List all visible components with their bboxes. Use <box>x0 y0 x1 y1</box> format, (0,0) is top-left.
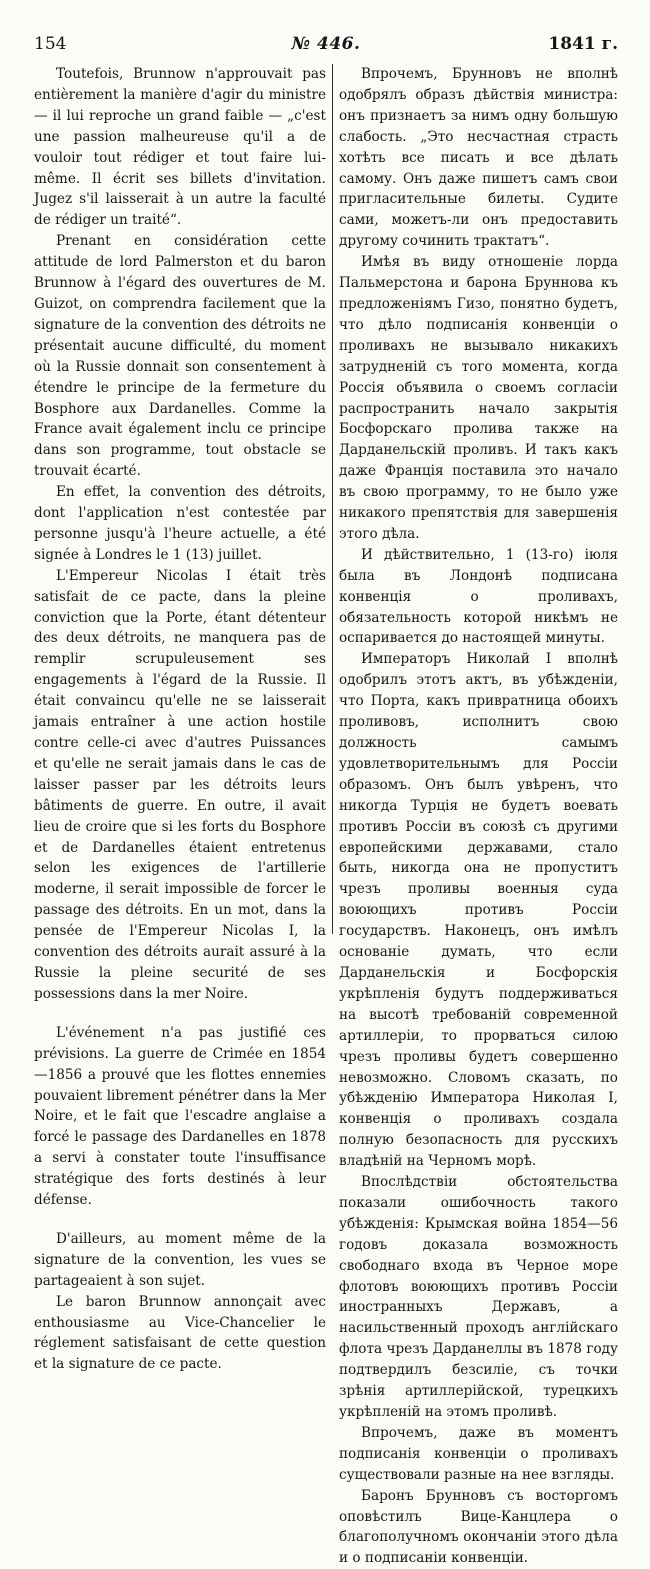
russian-paragraph: Впрочемъ, даже въ моментъ подписанія конвенціи о проливахъ существовали разные на нее взгляды. <box>339 1424 618 1483</box>
french-paragraph: D'ailleurs, au moment même de la signature de la convention, les vues se partageaient à son sujet. <box>34 1230 326 1289</box>
russian-paragraph: Имѣя въ виду отношеніе лорда Пальмерстона и барона Бруннова къ предложеніямъ Гизо, понятно будетъ, что дѣло подписанія конвенціи о проливахъ не вызывало никакихъ затрудненій съ того момента, когда Россія объявила о своемъ согласіи распространить начало закрытія Босфорскаго пролива также на Дарданельскій проливъ. И такъ какъ даже Франція поставила это начало въ свою программу, то не было уже никакого препятствія для завершенія этого дѣла. <box>339 254 618 542</box>
french-column <box>34 64 326 1373</box>
french-paragraph: L'événement n'a pas justifié ces prévisions. La guerre de Crimée en 1854—1856 a prouvé que les flottes ennemies pouvaient librement pénétrer dans la Mer Noire, et le fait que l'escadre anglaise a forcé le passage des Dardanelles en 1878 a servi à constater toute l'insuffisance stratégique des forts destinés à leur défense. <box>34 1024 326 1209</box>
french-paragraph: Toutefois, Brunnow n'approuvait pas entièrement la manière d'agir du ministre — il lui reproche un grand faible — „c'est une passion malheureuse qu'il a de vouloir tout rédiger et tout faire lui-même. Il écrit ses billets d'invitation. Jugez s'il laisserait à un autre la faculté de rédiger un traité“. <box>34 66 326 229</box>
french-paragraph: Prenant en considération cette attitude de lord Palmerston et du baron Brunnow à l'égard des ouvertures de M. Guizot, on comprendra facilement que la signature de la convention des détroits ne présentait aucune difficulté, du moment où la Russie donnait son consentement à étendre le principe de la fermeture du Bosphore aux Dardanelles. Comme la France avait également inclu ce principe dans son programme, tout obstacle se trouvait écarté. <box>34 233 326 480</box>
page-header <box>34 34 618 60</box>
page-number: 154 <box>34 34 67 54</box>
french-paragraph: En effet, la convention des détroits, dont l'application n'est contestée par personne jusqu'à l'heure actuelle, a été signée à Londres le 1 (13) juillet. <box>34 484 326 563</box>
russian-paragraph: Императоръ Николай I вполнѣ одобрилъ этотъ актъ, въ убѣжденіи, что Порта, какъ привратница обоихъ проливовъ, исполнитъ свою должность самымъ удовлетворительнымъ для Россіи образомъ. Онъ былъ увѣренъ, что никогда Турція не будетъ воевать противъ Россіи въ союзѣ съ другими европейскими державами, стало быть, никогда она не пропуститъ чрезъ проливы военныя суда воюющихъ противъ Россіи государствъ. Наконецъ, онъ имѣлъ основаніе думать, что если Дарданельскія и Босфорскія укрѣпленія будутъ поддерживаться на высотѣ требованій современной артиллеріи, то прорваться силою чрезъ проливы будетъ совершенно невозможно. Словомъ сказать, по убѣжденію Императора Николая I, конвенція о проливахъ создала полную безопасность для русскихъ владѣній на Черномъ морѣ. <box>339 651 618 1170</box>
russian-paragraph: И дѣйствительно, 1 (13-го) іюля была въ Лондонѣ подписана конвенція о проливахъ, обязательность которой никѣмъ не оспаривается до настоящей минуты. <box>339 546 618 647</box>
column-divider <box>332 64 333 934</box>
russian-paragraph: Баронъ Брунновъ съ восторгомъ оповѣстилъ Вице-Канцлера о благополучномъ окончаніи этого дѣла и о подписаніи конвенціи. <box>339 1487 618 1567</box>
french-paragraph: L'Empereur Nicolas I était très satisfait de ce pacte, dans la pleine conviction que la Porte, étant détenteur des deux détroits, ne manquera pas de remplir scrupuleusement ses engagements à l'égard de la Russie. Il était convaincu qu'elle ne se laisserait jamais entraîner à une action hostile contre celle-ci avec d'autres Puissances et qu'elle ne serait jamais dans le cas de laisser passer par les détroits leurs bâtiments de guerre. En outre, il avait lieu de croire que si les forts du Bosphore et de Dardanelles étaient entretenus selon les exigences de l'artillerie moderne, il serait impossible de forcer le passage des détroits. En un mot, dans la pensée de l'Empereur Nicolas I, la convention des détroits aurait assuré à la Russie la pleine securité de ses possessions dans la mer Noire. <box>34 567 326 1002</box>
russian-paragraph: Впрочемъ, Брунновъ не вполнѣ одобрялъ образъ дѣйствія министра: онъ признаетъ за нимъ одну большую слабость. „Это несчастная страсть хотѣть все писать и все дѣлать самому. Онъ даже пишетъ самъ свои пригласительные билеты. Судите сами, можетъ-ли онъ предоставить другому сочинить трактатъ“. <box>339 66 618 250</box>
russian-paragraph: Впослѣдствіи обстоятельства показали ошибочность такого убѣжденія: Крымская война 1854—56 годовъ доказала возможность свободнаго входа въ Черное море флотовъ воюющихъ противъ Россіи иностранныхъ Державъ, а насильственный проходъ англійскаго флота чрезъ Дарданеллы въ 1878 году подтвердилъ безсиліе, съ точки зрѣнія артиллерійской, турецкихъ укрѣпленій на этомъ проливѣ. <box>339 1174 618 1420</box>
page-year: 1841 г. <box>548 34 618 54</box>
document-number: № 446. <box>291 34 361 54</box>
french-paragraph: Le baron Brunnow annonçait avec enthousiasme au Vice-Chancelier le réglement satisfaisant de cette question et la signature de ce pacte. <box>34 1293 326 1373</box>
russian-column <box>339 64 618 1567</box>
